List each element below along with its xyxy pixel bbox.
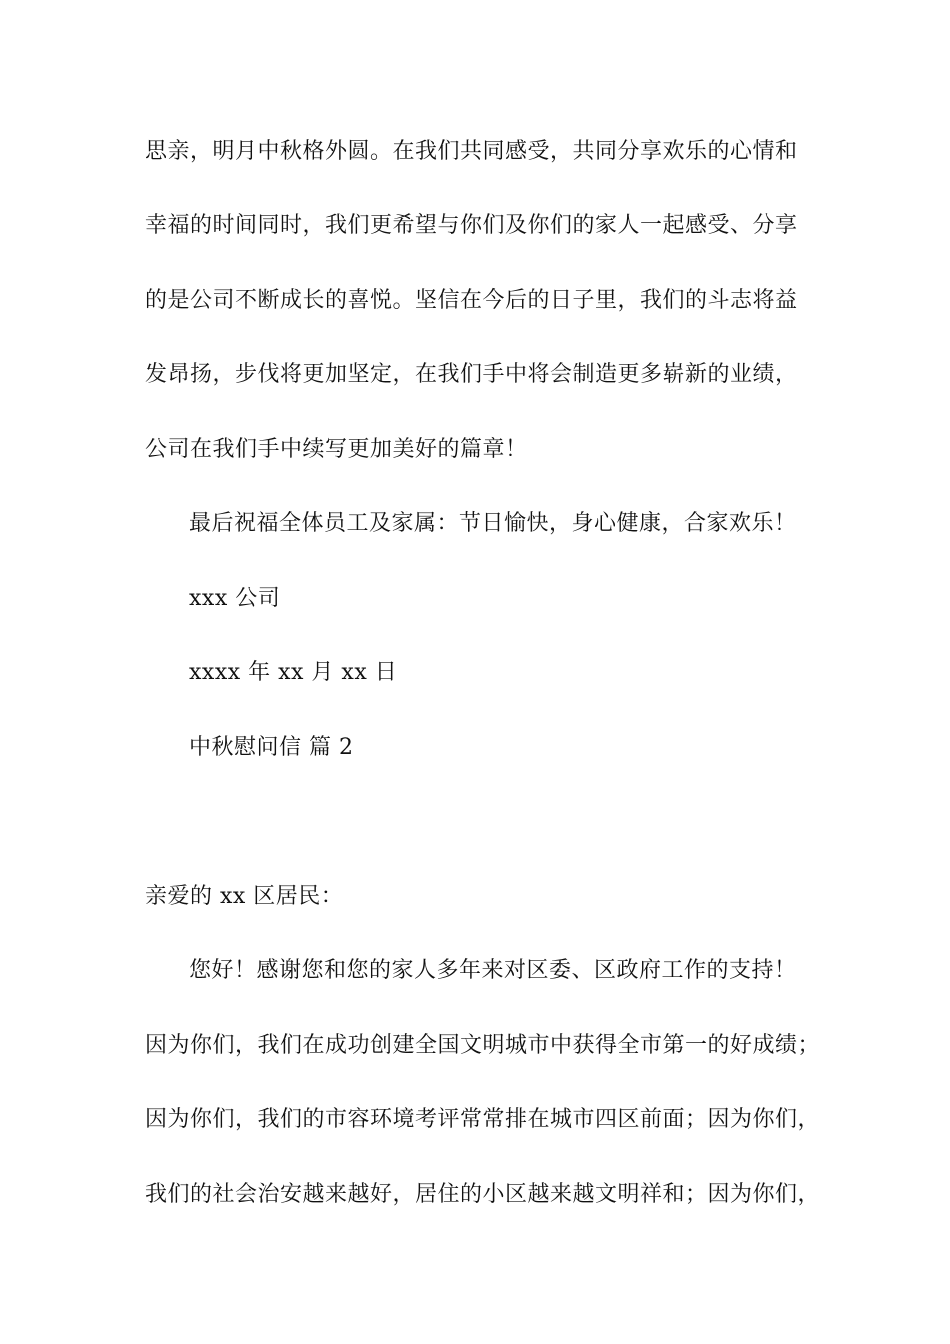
paragraph-line: 的是公司不断成长的喜悦。坚信在今后的日子里，我们的斗志将益 (145, 288, 798, 313)
signature-company: xxx 公司 (189, 586, 281, 611)
salutation: 亲爱的 xx 区居民： (145, 884, 344, 909)
paragraph-line: 您好！感谢您和您的家人多年来对区委、区政府工作的支持！ (189, 958, 797, 983)
paragraph-line: 思亲，明月中秋格外圆。在我们共同感受，共同分享欢乐的心情和 (145, 139, 798, 164)
section-heading: 中秋慰问信 篇 2 (189, 735, 354, 760)
paragraph-line: 因为你们，我们的市容环境考评常常排在城市四区前面；因为你们， (145, 1107, 821, 1132)
paragraph-line: 公司在我们手中续写更加美好的篇章！ (145, 437, 528, 462)
paragraph-line: 因为你们，我们在成功创建全国文明城市中获得全市第一的好成绩； (145, 1033, 821, 1058)
paragraph-line: 幸福的时间同时，我们更希望与你们及你们的家人一起感受、分享 (145, 213, 798, 238)
closing-blessing: 最后祝福全体员工及家属：节日愉快，身心健康，合家欢乐！ (189, 511, 797, 536)
signature-date: xxxx 年 xx 月 xx 日 (189, 660, 398, 685)
paragraph-line: 我们的社会治安越来越好，居住的小区越来越文明祥和；因为你们， (145, 1182, 821, 1207)
paragraph-line: 发昂扬，步伐将更加坚定，在我们手中将会制造更多崭新的业绩， (145, 362, 798, 387)
